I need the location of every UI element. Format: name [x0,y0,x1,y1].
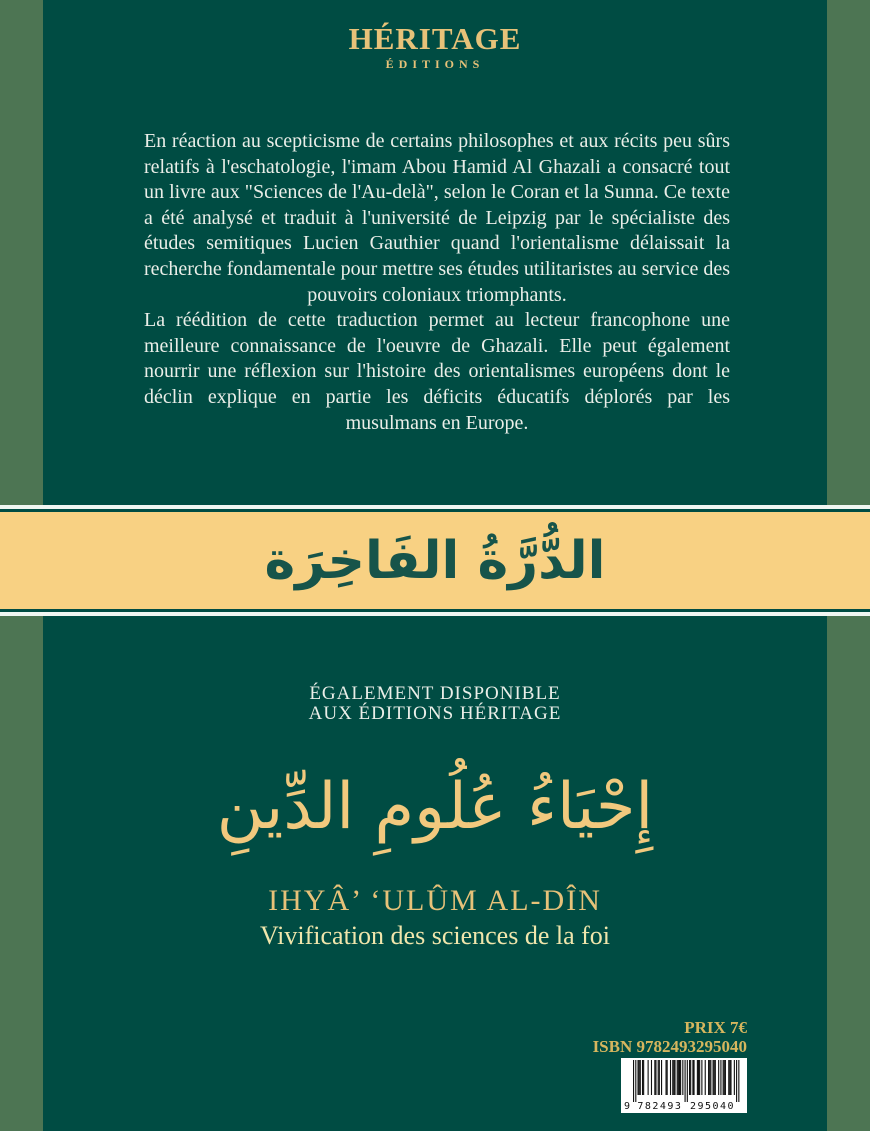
ean13-barcode [621,1058,747,1113]
svg-text:9: 9 [623,1101,631,1112]
band-bottom-rule [0,612,870,616]
blurb-paragraph-2: La réédition de cette traduction permet au lecteur francophone une meilleure connaissance de l'oeuvre de Ghazali. Elle peut également nourrir une réflexion sur l'histoire des orientalismes européens dont le déclin explique en partie les déficits éducatifs déplorés par les musulmans en Europe. [144,309,730,434]
commerce-block [593,1018,747,1113]
back-cover-blurb [144,129,730,436]
svg-text:295040: 295040 [689,1101,736,1112]
also-available-line2: AUX ÉDITIONS HÉRITAGE [308,702,562,724]
featured-book-title: IHYÂ’ ‘ULÛM AL-DÎN [268,884,602,917]
also-available-line1: ÉGALEMENT DISPONIBLE [309,683,561,704]
svg-text:782493: 782493 [637,1101,683,1112]
also-available-note [43,684,827,723]
featured-book-arabic-calligraphy: إِحْيَاءُ عُلُومِ الدِّينِ [216,770,654,844]
featured-book-subtitle: Vivification des sciences de la foi [259,921,611,950]
band-field [0,512,870,609]
price-label: PRIX 7€ [684,1018,747,1037]
publisher-subtitle: ÉDITIONS [385,57,485,71]
publisher-name: HÉRITAGE [348,21,522,56]
isbn-label: ISBN 9782493295040 [592,1037,747,1056]
publisher-logo [43,22,827,71]
band-arabic-title: الدُّرَّةُ الفَاخِرَة [264,530,606,591]
gold-title-band [0,505,870,616]
blurb-paragraph-1: En réaction au scepticisme de certains philosophes et aux récits peu sûrs relatifs à l'eschatologie, l'imam Abou Hamid Al Ghazali a consacré tout un livre aux "Sciences de l'Au-delà", selon le Coran et la Sunna. Ce texte a été analysé et traduit à l'université de Leipzig par le spécialiste des études semitiques Lucien Gauthier quand l'orientalisme délaissait la recherche fondamentale pour mettre ses études utilitaristes au service des pouvoirs coloniaux triomphants. [144,130,730,306]
